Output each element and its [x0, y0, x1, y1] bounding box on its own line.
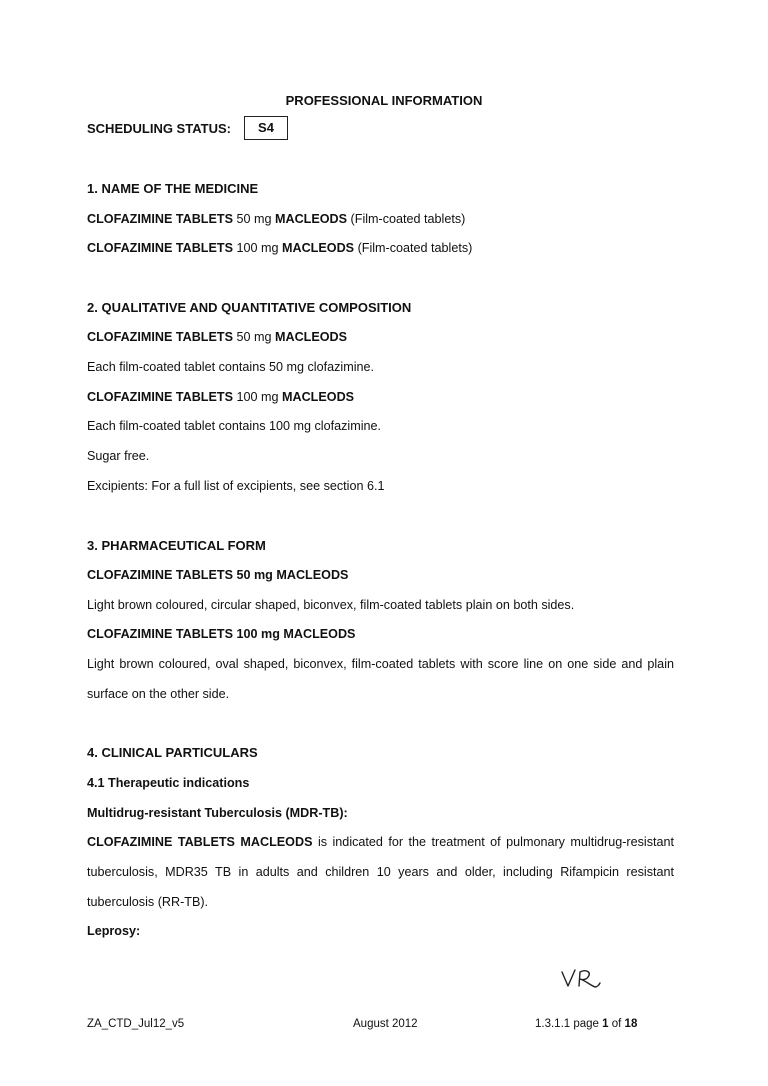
brand: MACLEODS [274, 330, 348, 344]
form-text-50: Light brown coloured, circular shaped, biconvex, film-coated tablets plain on both sides. [87, 598, 575, 612]
product-name: CLOFAZIMINE TABLETS [87, 390, 233, 404]
section-2-heading: 2. QUALITATIVE AND QUANTITATIVE COMPOSITION [87, 300, 412, 315]
dosage-form: (Film-coated tablets) [354, 241, 473, 255]
composition-text-50: Each film-coated tablet contains 50 mg clofazimine. [87, 360, 374, 374]
indication-text: is indicated for the treatment of pulmonary multidrug-resistant tuberculosis, MDR35 TB in adults and children 10 years and older, including Rifampicin resistant tuberculosis (RR-TB). [87, 835, 674, 909]
excipients-text: Excipients: For a full list of excipients, see section 6.1 [87, 479, 385, 493]
form-sub-100: CLOFAZIMINE TABLETS 100 mg MACLEODS [87, 627, 356, 641]
brand: MACLEODS [282, 241, 355, 255]
scheduling-status-box: S4 [244, 116, 288, 140]
brand: MACLEODS [282, 390, 355, 404]
brand: MACLEODS [274, 212, 348, 226]
section-3-heading: 3. PHARMACEUTICAL FORM [87, 538, 266, 553]
sugar-free-text: Sugar free. [87, 449, 150, 463]
mdr-tb-heading: Multidrug-resistant Tuberculosis (MDR-TB): [87, 806, 348, 820]
current-page: 1 [602, 1018, 609, 1030]
composition-sub-50 [87, 329, 347, 345]
section-4-heading: 4. CLINICAL PARTICULARS [87, 745, 258, 760]
composition-sub-100 [87, 389, 354, 405]
page-of: of [608, 1018, 625, 1030]
product-name: CLOFAZIMINE TABLETS [87, 212, 233, 226]
signature-initials [560, 966, 604, 994]
product-name: CLOFAZIMINE TABLETS MACLEODS [87, 835, 313, 849]
strength: 50 mg [232, 330, 275, 344]
medicine-name-100 [87, 240, 472, 256]
section-1-heading: 1. NAME OF THE MEDICINE [87, 181, 259, 196]
strength: 100 mg [232, 241, 282, 255]
strength: 100 mg [232, 390, 282, 404]
page-title: PROFESSIONAL INFORMATION [285, 93, 483, 108]
composition-text-100: Each film-coated tablet contains 100 mg clofazimine. [87, 419, 382, 433]
product-name: CLOFAZIMINE TABLETS [87, 241, 233, 255]
form-text-100: Light brown coloured, oval shaped, biconvex, film-coated tablets with score line on one side and plain surface on the other side. [87, 657, 674, 701]
mdr-tb-text [87, 827, 674, 917]
dosage-form: (Film-coated tablets) [347, 212, 466, 226]
footer-page-number [535, 1018, 637, 1030]
medicine-name-50 [87, 211, 465, 227]
form-sub-50: CLOFAZIMINE TABLETS 50 mg MACLEODS [87, 568, 349, 582]
footer-date: August 2012 [353, 1018, 418, 1030]
scheduling-status-label: SCHEDULING STATUS: [87, 121, 231, 136]
footer-doc-id: ZA_CTD_Jul12_v5 [87, 1018, 185, 1030]
total-pages: 18 [624, 1018, 638, 1030]
therapeutic-indications-heading: 4.1 Therapeutic indications [87, 776, 250, 790]
page-prefix: 1.3.1.1 page [535, 1018, 603, 1030]
strength: 50 mg [232, 212, 275, 226]
leprosy-heading: Leprosy: [87, 924, 141, 938]
product-name: CLOFAZIMINE TABLETS [87, 330, 233, 344]
